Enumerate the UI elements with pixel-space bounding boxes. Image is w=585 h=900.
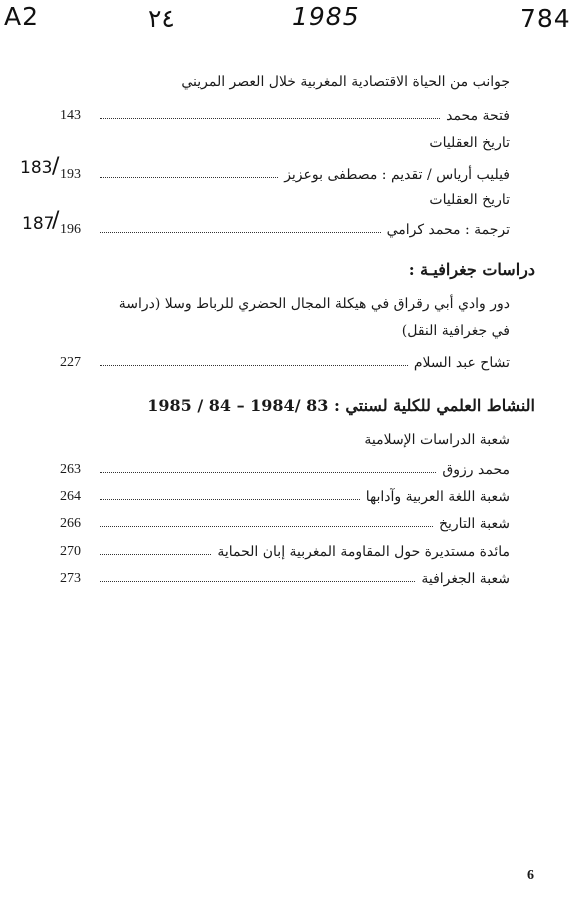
dot-leader	[100, 232, 381, 233]
page-number: 266	[60, 516, 81, 531]
page-number: 143	[60, 108, 81, 123]
dot-leader	[100, 118, 440, 119]
toc-entry	[60, 458, 510, 478]
handwritten-correction: 187	[22, 214, 55, 234]
entry-title: تاريخ العقليات	[429, 135, 510, 151]
toc-entry	[60, 163, 510, 183]
handwritten-ref: 784	[520, 4, 571, 33]
footer-page-number: 6	[527, 868, 534, 883]
dot-leader	[100, 499, 360, 500]
handwritten-correction: 183	[20, 158, 53, 178]
entry-author: ترجمة : محمد كرامي	[386, 222, 510, 238]
entry-title: مائدة مستديرة حول المقاومة المغربية إبان الحماية	[217, 544, 510, 560]
handwritten-year: 1985	[292, 2, 360, 31]
dot-leader	[100, 581, 415, 582]
page-number: 264	[60, 489, 81, 504]
toc-entry	[60, 104, 510, 124]
entry-author: فتحة محمد	[446, 108, 510, 124]
toc-entry	[60, 351, 510, 371]
entry-title: دور وادي أبي رقراق في هيكلة المجال الحضري للرباط وسلا (دراسة	[118, 296, 510, 312]
page-number: 273	[60, 571, 81, 586]
dot-leader	[100, 554, 211, 555]
handwritten-slash: /	[52, 154, 60, 179]
entry-title-continued: في جغرافية النقل)	[401, 323, 510, 339]
dot-leader	[100, 177, 278, 178]
entry-title: جوانب من الحياة الاقتصادية المغربية خلال العصر المريني	[181, 74, 510, 90]
toc-entry	[60, 485, 510, 505]
section-heading-activity: النشاط العلمي للكلية لسنتي : 83 /1984 – 84 / 1985	[147, 396, 535, 415]
section-heading-geography: دراسات جغرافيـة :	[408, 260, 535, 279]
entry-title: تاريخ العقليات	[429, 192, 510, 208]
page-number: 270	[60, 544, 81, 559]
toc-entry	[60, 540, 510, 560]
page-number: 196	[60, 222, 81, 237]
entry-author: تشاح عبد السلام	[413, 355, 510, 371]
dot-leader	[100, 526, 433, 527]
dot-leader	[100, 365, 408, 366]
entry-title: شعبة اللغة العربية وآدابها	[365, 489, 510, 505]
entry-author: محمد رزوق	[442, 462, 510, 478]
page-number: 193	[60, 167, 81, 182]
entry-author: فيليب أرياس / تقديم : مصطفى بوعزيز	[284, 167, 510, 183]
department-heading: شعبة الدراسات الإسلامية	[364, 432, 510, 448]
toc-entry	[60, 218, 510, 238]
toc-entry	[60, 512, 510, 532]
handwritten-slash: /	[52, 208, 60, 233]
toc-entry	[60, 567, 510, 587]
page-number: 263	[60, 462, 81, 477]
entry-title: شعبة التاريخ	[438, 516, 510, 532]
handwritten-code: A2	[4, 2, 40, 31]
dot-leader	[100, 472, 436, 473]
entry-title: شعبة الجغرافية	[421, 571, 510, 587]
handwritten-issue: ٢٤	[148, 4, 175, 33]
page-number: 227	[60, 355, 81, 370]
